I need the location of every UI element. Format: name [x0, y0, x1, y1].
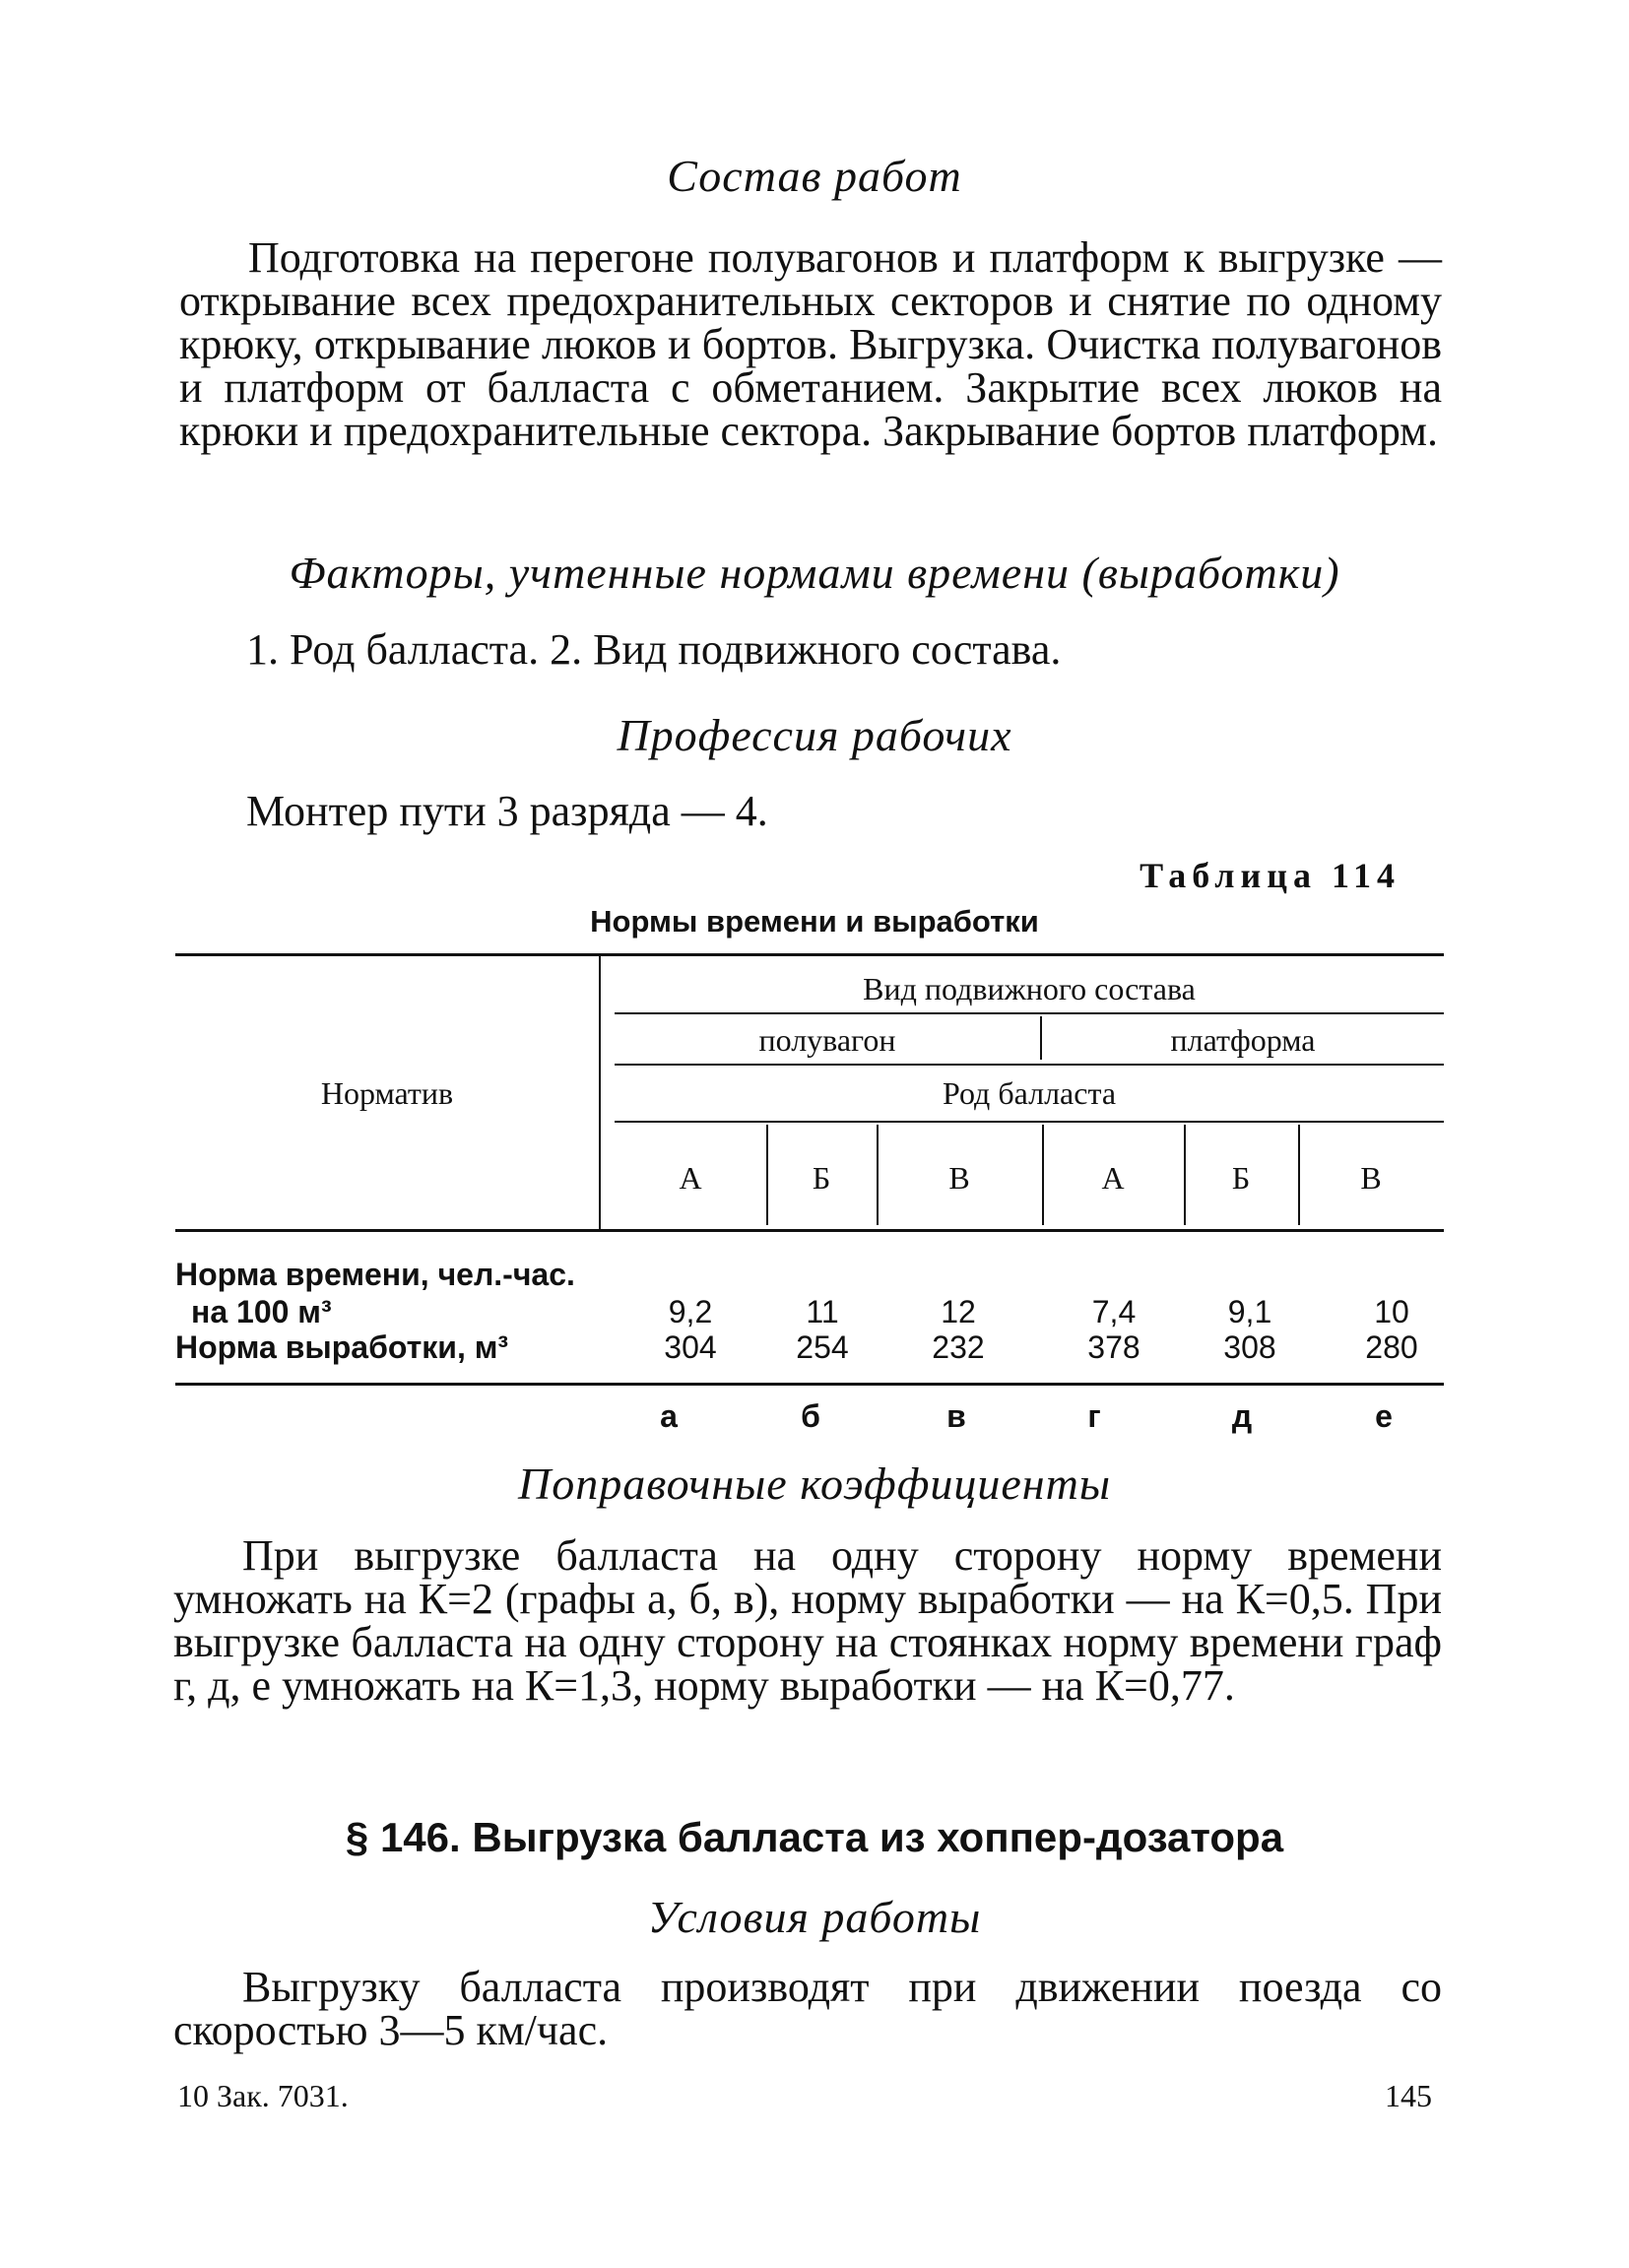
- row1-value: 7,4: [1091, 1294, 1137, 1329]
- row1-label-line2: на 100 м³: [191, 1294, 332, 1329]
- heading-profession: Профессия рабочих: [617, 710, 1012, 760]
- column-letter: а: [660, 1398, 678, 1434]
- heading-correction-factors: Поправочные коэффициенты: [518, 1458, 1111, 1509]
- rule-under-groups: [615, 1064, 1444, 1066]
- row2-value: 280: [1365, 1329, 1418, 1365]
- paragraph-conditions-text: Выгрузку балласта производят при движении поезда со скоростью 3—5 км/час.: [173, 1963, 1442, 2054]
- paragraph-correction-text: При выгрузке балласта на одну сторону норму времени умножать на К=2 (графы а, б, в), норму выработки — на К=0,5. При выгрузке балласта на одну сторону на стоянках норму времени граф г, д, е умножать на К=1,3, норму выработки — на К=0,77.: [173, 1531, 1442, 1710]
- heading-sostav-rabot: Состав работ: [667, 151, 962, 201]
- column-letter: б: [801, 1398, 820, 1434]
- header-vid-sostava: Вид подвижного состава: [863, 971, 1196, 1006]
- subcol-2: Б: [812, 1160, 831, 1196]
- row1-value: 10: [1374, 1294, 1409, 1329]
- column-letter: г: [1087, 1398, 1101, 1434]
- paragraph-correction: [173, 1531, 1442, 1751]
- subcol-4: А: [1101, 1160, 1125, 1196]
- table-top-rule: [175, 953, 1444, 956]
- table-caption: Нормы времени и выработки: [590, 904, 1039, 939]
- heading-conditions: Условия работы: [647, 1892, 982, 1942]
- paragraph-factors: 1. Род балласта. 2. Вид подвижного состава.: [246, 625, 1062, 674]
- row2-value: 232: [932, 1329, 985, 1365]
- rule-under-rod: [615, 1121, 1444, 1123]
- section-title: § 146. Выгрузка балласта из хоппер-дозатора: [345, 1814, 1284, 1860]
- subcol-1: А: [679, 1160, 702, 1196]
- row2-value: 308: [1223, 1329, 1276, 1365]
- heading-factors: Факторы, учтенные нормами времени (выработки): [289, 548, 1340, 598]
- paragraph-profession: Монтер пути 3 разряда — 4.: [246, 787, 768, 835]
- subcol-5: Б: [1231, 1160, 1251, 1196]
- header-rod-ballasta: Род балласта: [942, 1075, 1117, 1111]
- header-normativ: Норматив: [320, 1075, 454, 1111]
- subcol-6: В: [1360, 1160, 1382, 1196]
- paragraph-sostav-rabot: [179, 233, 1442, 502]
- paragraph-conditions: [173, 1963, 1442, 2064]
- row2-label: Норма выработки, м³: [175, 1329, 509, 1365]
- row2-value: 304: [664, 1329, 717, 1365]
- column-letter: в: [946, 1398, 966, 1434]
- table-bottom-rule: [175, 1383, 1444, 1386]
- rule-under-vid: [615, 1012, 1444, 1014]
- footer-order-number: 10 Зак. 7031.: [177, 2078, 349, 2113]
- row1-value: 9,2: [668, 1294, 713, 1329]
- row1-label-line1: Норма времени, чел.-час.: [175, 1257, 575, 1292]
- row2-value: 378: [1087, 1329, 1140, 1365]
- column-letter: е: [1375, 1398, 1393, 1434]
- page-number: 145: [1385, 2078, 1432, 2113]
- table-header-bottom-rule: [175, 1229, 1444, 1232]
- row1-value: 11: [806, 1294, 839, 1329]
- column-letter: д: [1231, 1398, 1253, 1434]
- norms-table: [175, 953, 1444, 1418]
- row2-value: 254: [796, 1329, 849, 1365]
- header-poluvagon: полувагон: [758, 1022, 896, 1058]
- table-number: Таблица 114: [1140, 856, 1401, 895]
- row1-value: 12: [941, 1294, 976, 1329]
- row1-value: 9,1: [1227, 1294, 1272, 1329]
- rule-normativ-divider: [599, 953, 601, 1229]
- header-platforma: платформа: [1170, 1022, 1316, 1058]
- subcol-3: В: [948, 1160, 970, 1196]
- paragraph-sostav-text: Подготовка на перегоне полувагонов и платформ к выгрузке — открывание всех предохранительных секторов и снятие по одному крюку, открывание люков и бортов. Выгрузка. Очистка полувагонов и платформ от балласта с обметанием. Закрытие всех люков на крюки и предохранительные сектора. Закрывание бортов платформ.: [179, 233, 1442, 455]
